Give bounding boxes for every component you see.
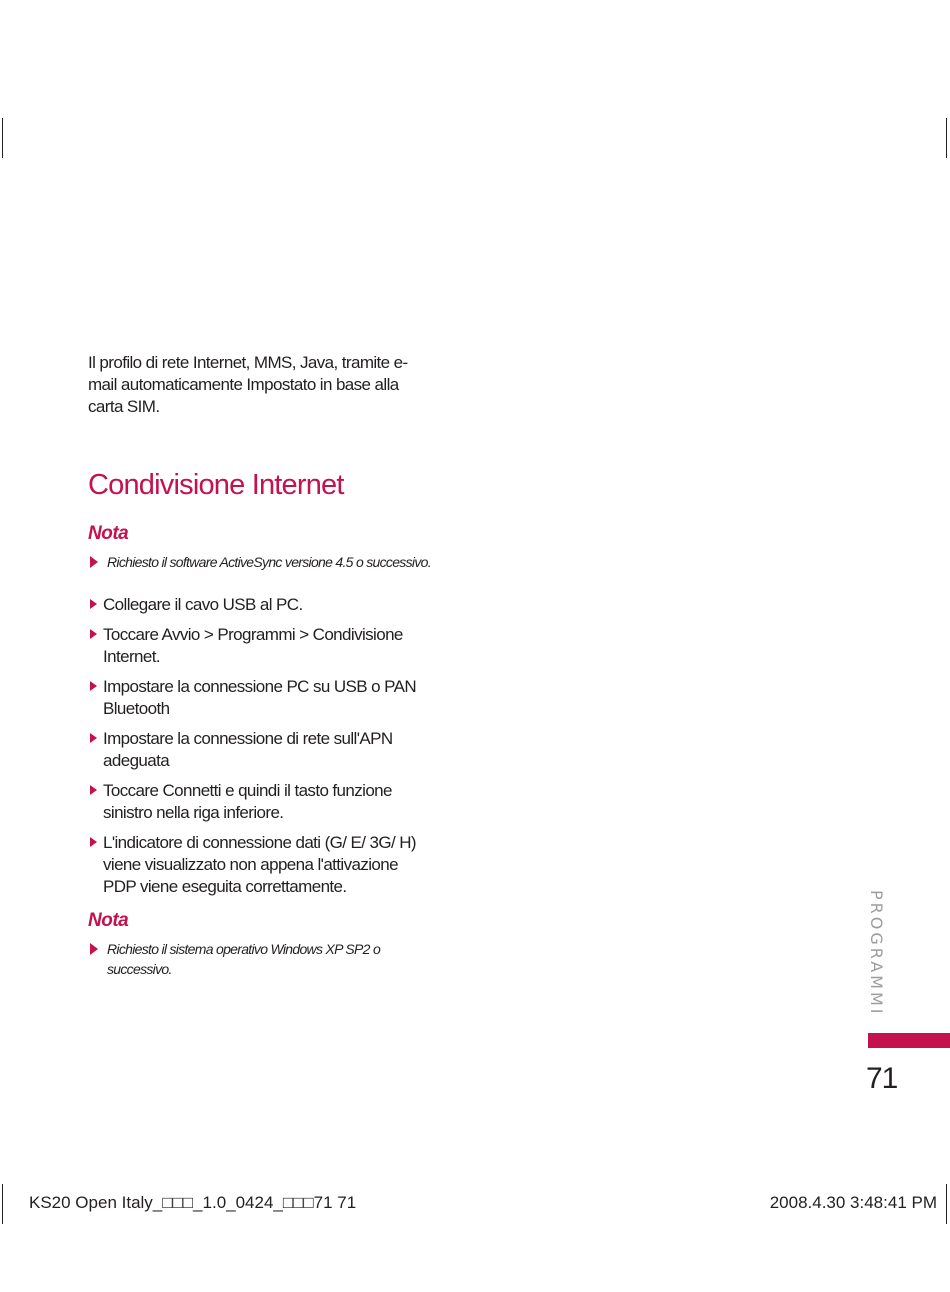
step-text: Collegare il cavo USB al PC. [103, 595, 303, 614]
crop-mark-top-left [2, 118, 3, 158]
step-item [88, 624, 433, 668]
note-title: Nota [88, 523, 129, 544]
bullet-triangle-icon [90, 599, 97, 609]
print-footer-right: 2008.4.30 3:48:41 PM [769, 1193, 937, 1212]
note-text: Richiesto il sistema operativo Windows XP SP2 o successivo. [107, 941, 381, 977]
section-side-bar [868, 1033, 950, 1048]
note-text: Richiesto il software ActiveSync versione 4.5 o successivo. [107, 554, 431, 570]
crop-mark-top-right [946, 118, 947, 158]
step-item [88, 832, 433, 898]
bullet-triangle-icon [90, 837, 97, 847]
step-text: Impostare la connessione di rete sull'APN adeguata [103, 729, 393, 770]
steps-list [88, 594, 433, 898]
step-text: Toccare Avvio > Programmi > Condivisione Internet. [103, 625, 403, 666]
bullet-triangle-icon [90, 629, 97, 639]
section-title: Condivisione Internet [88, 469, 344, 501]
step-item [88, 594, 433, 616]
intro-paragraph: Il profilo di rete Internet, MMS, Java, tramite e-mail automaticamente Impostato in base alla carta SIM. [88, 353, 408, 416]
note-item [88, 552, 433, 572]
main-content [88, 352, 433, 979]
bullet-triangle-icon [90, 681, 97, 691]
section-side-label: PROGRAMMI [867, 890, 886, 1017]
step-item [88, 676, 433, 720]
print-footer-left: KS20 Open Italy_□□□_1.0_0424_□□□71 71 [29, 1193, 357, 1212]
step-text: Toccare Connetti e quindi il tasto funzione sinistro nella riga inferiore. [103, 781, 392, 822]
bullet-triangle-icon [90, 556, 98, 568]
step-text: L'indicatore di connessione dati (G/ E/ 3G/ H) viene visualizzato non appena l'attivazione PDP viene eseguita correttamente. [103, 833, 416, 896]
note-item [88, 939, 433, 979]
bullet-triangle-icon [90, 733, 97, 743]
step-item [88, 728, 433, 772]
bullet-triangle-icon [90, 943, 98, 955]
step-item [88, 780, 433, 824]
page-number: 71 [866, 1062, 898, 1095]
bullet-triangle-icon [90, 785, 97, 795]
crop-mark-bottom-right [946, 1184, 947, 1224]
step-text: Impostare la connessione PC su USB o PAN Bluetooth [103, 677, 417, 718]
crop-mark-bottom-left [2, 1184, 3, 1224]
note-title: Nota [88, 910, 129, 931]
